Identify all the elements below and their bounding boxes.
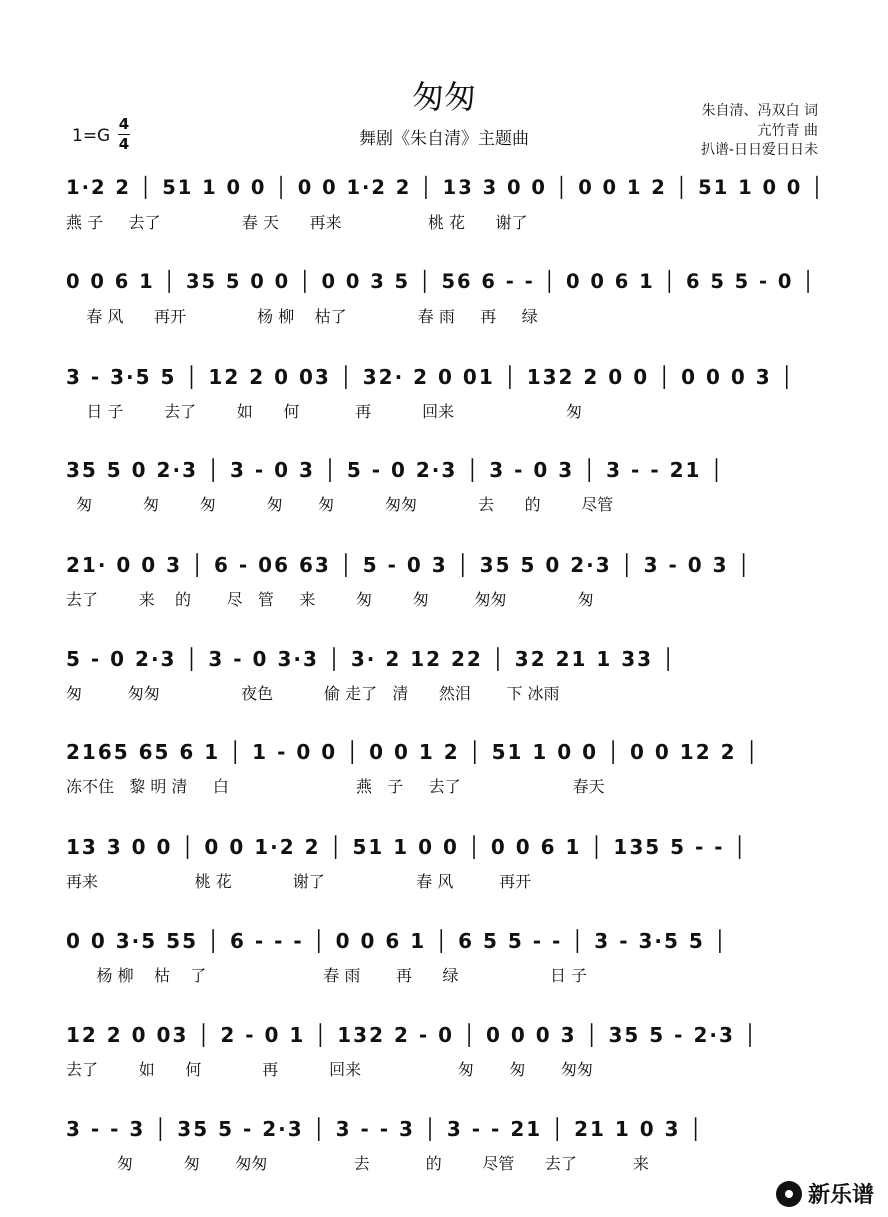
music-line: 13 3 0 0 │ 0 0 1·2 2 │ 51 1 0 0 │ 0 0 6 1 │ 135 5 - - │ [66, 835, 748, 859]
time-signature-bottom: 4 [118, 135, 130, 153]
song-title: 匆匆 [411, 78, 476, 116]
lyric-line: 杨 柳 枯 了 春 雨 再 绿 日 子 [66, 966, 588, 985]
lyric-line: 去了 如 何 再 回来 匆 匆 匆匆 [66, 1060, 593, 1079]
music-line: 12 2 0 03 │ 2 - 0 1 │ 132 2 - 0 │ 0 0 0 3 │ 35 5 - 2·3 │ [66, 1023, 758, 1047]
music-line: 3 - - 3 │ 35 5 - 2·3 │ 3 - - 3 │ 3 - - 21 │ 21 1 0 3 │ [66, 1117, 704, 1141]
lyric-line: 再来 桃 花 谢了 春 风 再开 [66, 872, 532, 891]
time-signature-top: 4 [118, 115, 130, 133]
music-line: 21· 0 0 3 │ 6 - 06 63 │ 5 - 0 3 │ 35 5 0 2·3 │ 3 - 0 3 │ [66, 553, 752, 577]
vinyl-record-icon [776, 1181, 802, 1207]
music-line: 0 0 3·5 55 │ 6 - - - │ 0 0 6 1 │ 6 5 5 - - │ 3 - 3·5 5 │ [66, 929, 728, 953]
site-logo [776, 1178, 874, 1209]
music-line: 35 5 0 2·3 │ 3 - 0 3 │ 5 - 0 2·3 │ 3 - 0 3 │ 3 - - 21 │ [66, 458, 725, 482]
lyric-line: 匆 匆匆 夜色 偷 走了 清 然泪 下 冰雨 [66, 684, 560, 703]
song-subtitle: 舞剧《朱自清》主题曲 [359, 129, 529, 149]
lyric-line: 匆 匆 匆 匆 匆 匆匆 去 的 尽管 [66, 495, 614, 514]
lyric-line: 燕 子 去了 春 天 再来 桃 花 谢了 [66, 213, 528, 232]
transcriber-credit: 扒谱-日日爱日日未 [700, 142, 818, 158]
lyric-line: 去了 来 的 尽 管 来 匆 匆 匆匆 匆 [66, 590, 594, 609]
lyric-line: 日 子 去了 如 何 再 回来 匆 [66, 402, 583, 421]
lyric-line: 春 风 再开 杨 柳 枯了 春 雨 再 绿 [66, 307, 538, 326]
time-signature [118, 116, 130, 153]
site-logo-text: 新乐谱 [807, 1183, 874, 1208]
composer-credit: 亢竹青 曲 [757, 123, 818, 139]
lyric-line: 冻不住 黎 明 清 白 燕 子 去了 春天 [66, 777, 605, 796]
lyricist-credit: 朱自清、冯双白 词 [701, 103, 818, 119]
music-line: 2165 65 6 1 │ 1 - 0 0 │ 0 0 1 2 │ 51 1 0 0 │ 0 0 12 2 │ [66, 740, 760, 764]
lyric-line: 匆 匆 匆匆 去 的 尽管 去了 来 [66, 1154, 649, 1173]
music-line: 0 0 6 1 │ 35 5 0 0 │ 0 0 3 5 │ 56 6 - - │ 0 0 6 1 │ 6 5 5 - 0 │ [66, 270, 817, 293]
key-signature: 1=G [72, 126, 111, 146]
music-line: 5 - 0 2·3 │ 3 - 0 3·3 │ 3· 2 12 22 │ 32 21 1 33 │ [66, 647, 677, 671]
music-line: 3 - 3·5 5 │ 12 2 0 03 │ 32· 2 0 01 │ 132 2 0 0 │ 0 0 0 3 │ [66, 365, 795, 389]
music-line: 1·2 2 │ 51 1 0 0 │ 0 0 1·2 2 │ 13 3 0 0 │ 0 0 1 2 │ 51 1 0 0 │ [66, 176, 825, 199]
